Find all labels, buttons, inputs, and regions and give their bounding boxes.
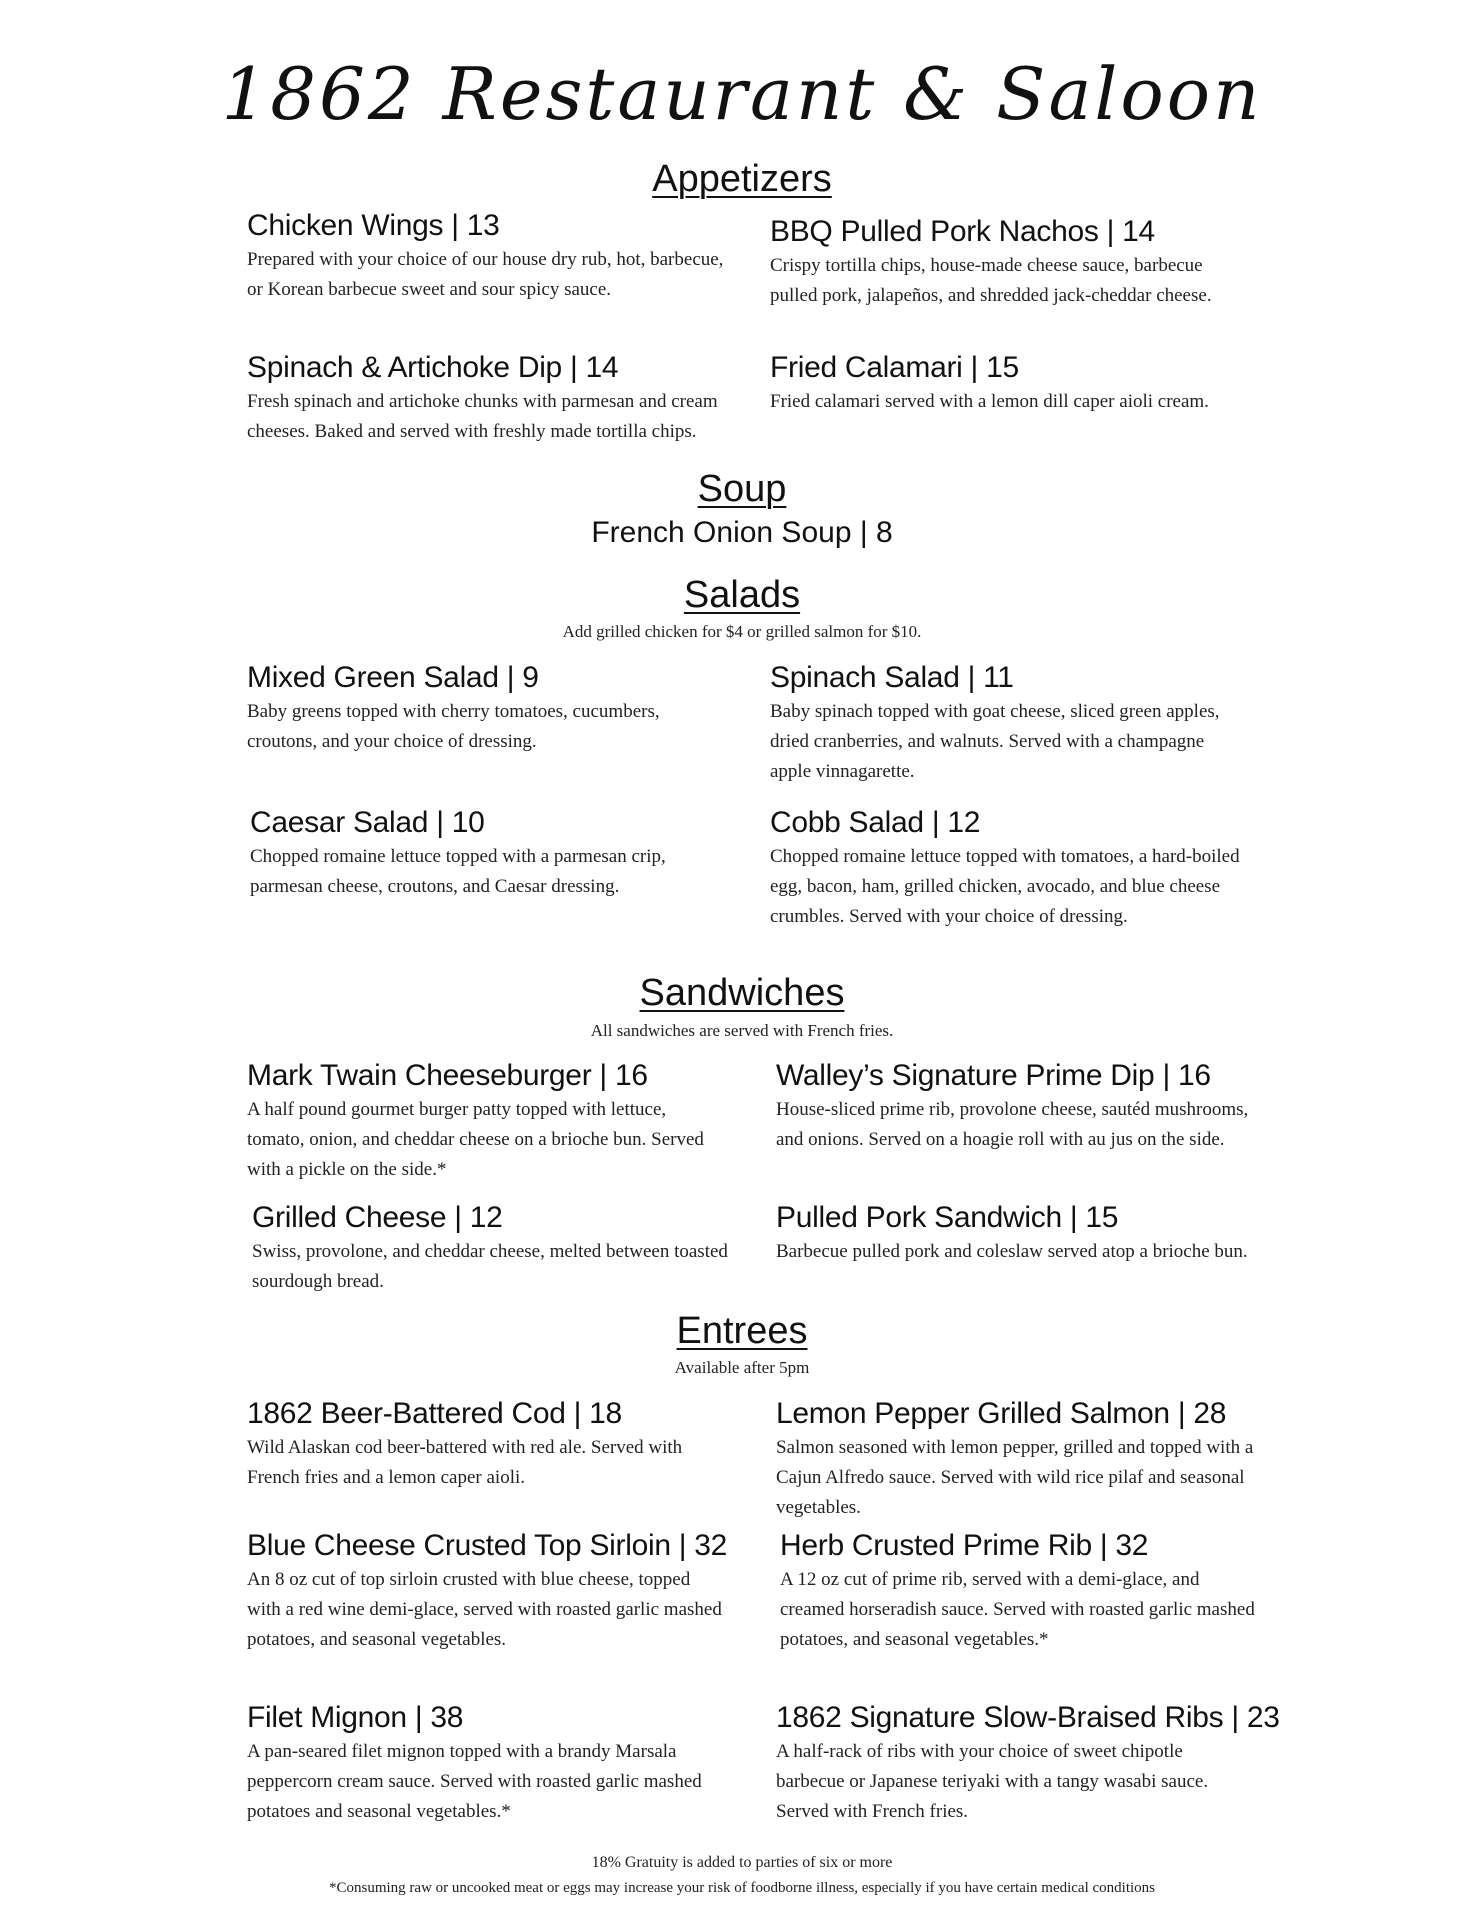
menu-item (770, 805, 1250, 932)
menu-item (776, 1200, 1256, 1267)
item-description: Salmon seasoned with lemon pepper, grilled and topped with a Cajun Alfredo sauce. Served with wild rice pilaf and seasonal vegetables. (776, 1437, 1254, 1518)
item-description: A 12 oz cut of prime rib, served with a demi-glace, and creamed horseradish sauce. Served with roasted garlic mashed potatoes, and seasonal vegetables.* (780, 1569, 1255, 1650)
menu-item (247, 1058, 727, 1185)
item-description: House-sliced prime rib, provolone cheese, sautéd mushrooms, and onions. Served on a hoagie roll with au jus on the side. (776, 1099, 1249, 1150)
item-description: Prepared with your choice of our house dry rub, hot, barbecue, or Korean barbecue sweet and sour spicy sauce. (247, 249, 724, 300)
item-name: Blue Cheese Crusted Top Sirloin | 32 (247, 1529, 728, 1562)
appetizers-heading: Appetizers (652, 158, 832, 200)
menu-item (770, 660, 1250, 787)
item-name: Fried Calamari | 15 (770, 351, 1019, 384)
item-description: Fresh spinach and artichoke chunks with parmesan and cream cheeses. Baked and served with freshly made tortilla chips. (247, 391, 718, 442)
sandwiches-note: All sandwiches are served with French fries. (590, 1021, 894, 1040)
item-description: Baby spinach topped with goat cheese, sliced green apples, dried cranberries, and walnuts. Served with a champagne apple vinnagarette. (770, 701, 1220, 782)
item-description: Chopped romaine lettuce topped with a parmesan crip, parmesan cheese, croutons, and Caesar dressing. (250, 846, 666, 897)
item-name: Herb Crusted Prime Rib | 32 (780, 1529, 1149, 1562)
item-name: Mark Twain Cheeseburger | 16 (247, 1059, 648, 1092)
item-name: Cobb Salad | 12 (770, 806, 981, 839)
salads-note: Add grilled chicken for $4 or grilled salmon for $10. (562, 622, 922, 641)
entrees-heading: Entrees (676, 1310, 808, 1352)
item-name: Chicken Wings | 13 (247, 209, 500, 242)
item-name: Walley’s Signature Prime Dip | 16 (776, 1059, 1211, 1092)
item-description: A half pound gourmet burger patty topped with lettuce, tomato, onion, and cheddar cheese on a brioche bun. Served with a pickle on the side.* (247, 1099, 704, 1180)
item-name: Spinach Salad | 11 (770, 661, 1014, 694)
item-name: Lemon Pepper Grilled Salmon | 28 (776, 1397, 1227, 1430)
menu-item (776, 1700, 1280, 1827)
foodborne-warning: *Consuming raw or uncooked meat or eggs may increase your risk of foodborne illness, especially if you have certain medical conditions (328, 1880, 1156, 1896)
item-description: Chopped romaine lettuce topped with tomatoes, a hard-boiled egg, bacon, ham, grilled chicken, avocado, and blue cheese crumbles. Served with your choice of dressing. (770, 846, 1240, 927)
menu-item (776, 1396, 1256, 1523)
item-description: An 8 oz cut of top sirloin crusted with blue cheese, topped with a red wine demi-glace, served with roasted garlic mashed potatoes, and seasonal vegetables. (247, 1569, 722, 1650)
item-name: 1862 Beer-Battered Cod | 18 (247, 1397, 622, 1430)
item-description: Baby greens topped with cherry tomatoes, cucumbers, croutons, and your choice of dressing. (247, 701, 660, 752)
sandwiches-heading: Sandwiches (639, 972, 845, 1014)
item-description: Crispy tortilla chips, house-made cheese sauce, barbecue pulled pork, jalapeños, and shredded jack-cheddar cheese. (770, 255, 1212, 306)
soup-item: French Onion Soup | 8 (591, 516, 893, 549)
menu-item (780, 1528, 1260, 1655)
menu-item (247, 350, 727, 447)
item-name: BBQ Pulled Pork Nachos | 14 (770, 215, 1155, 248)
item-description: Fried calamari served with a lemon dill caper aioli cream. (770, 391, 1209, 412)
menu-item (247, 1700, 727, 1827)
salads-heading: Salads (683, 574, 801, 616)
entrees-note: Available after 5pm (674, 1358, 810, 1377)
item-description: Swiss, provolone, and cheddar cheese, melted between toasted sourdough bread. (252, 1241, 728, 1292)
menu-item (247, 1528, 727, 1655)
item-name: Mixed Green Salad | 9 (247, 661, 539, 694)
menu-item (250, 805, 730, 902)
item-name: Caesar Salad | 10 (250, 806, 485, 839)
item-description: A half-rack of ribs with your choice of sweet chipotle barbecue or Japanese teriyaki with a tangy wasabi sauce. Served with French fries. (776, 1741, 1209, 1822)
item-description: Barbecue pulled pork and coleslaw served atop a brioche bun. (776, 1241, 1248, 1262)
menu-item (247, 1396, 727, 1493)
item-name: Spinach & Artichoke Dip | 14 (247, 351, 619, 384)
restaurant-title: 1862 Restaurant & Saloon (221, 52, 1263, 136)
item-name: Grilled Cheese | 12 (252, 1201, 503, 1234)
menu-item (770, 350, 1250, 417)
item-description: Wild Alaskan cod beer-battered with red ale. Served with French fries and a lemon caper aioli. (247, 1437, 683, 1488)
item-description: A pan-seared filet mignon topped with a brandy Marsala peppercorn cream sauce. Served with roasted garlic mashed potatoes and seasonal vegetables.* (247, 1741, 702, 1822)
item-name: 1862 Signature Slow-Braised Ribs | 23 (776, 1701, 1280, 1734)
menu-item (247, 208, 727, 305)
menu-item (770, 214, 1250, 311)
item-name: Pulled Pork Sandwich | 15 (776, 1201, 1119, 1234)
gratuity-note: 18% Gratuity is added to parties of six or more (591, 1854, 893, 1871)
menu-item (247, 660, 727, 757)
item-name: Filet Mignon | 38 (247, 1701, 464, 1734)
menu-item (776, 1058, 1256, 1155)
menu-item (252, 1200, 732, 1297)
soup-heading: Soup (697, 468, 787, 510)
